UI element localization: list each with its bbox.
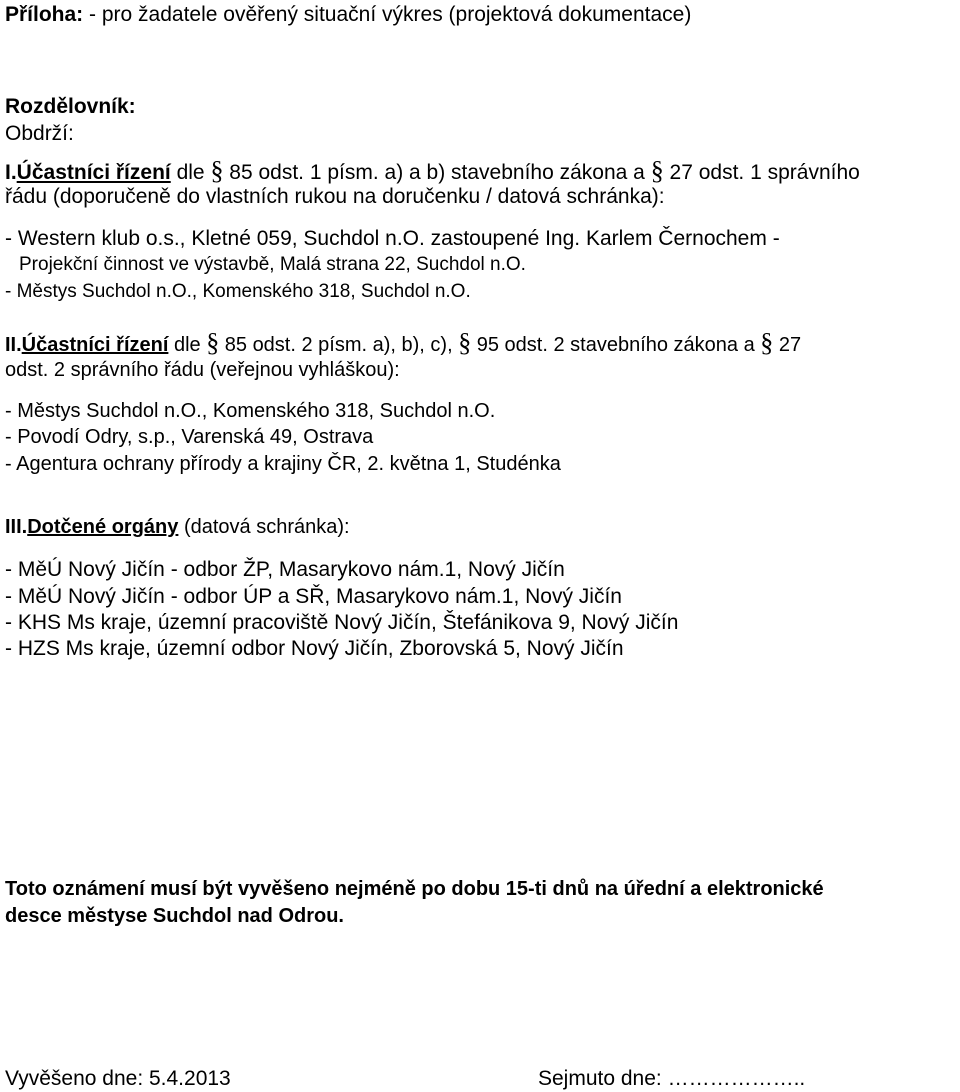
- attachment-label: Příloha:: [5, 3, 84, 26]
- section3-item-1: - MěÚ Nový Jičín - odbor ŽP, Masarykovo nám.1, Nový Jičín: [5, 558, 565, 581]
- section3-heading-line: [5, 514, 350, 540]
- section1-heading-line: [5, 158, 860, 186]
- distribution-title: Rozdělovník:: [5, 95, 136, 118]
- section3-heading: Dotčené orgány: [27, 516, 179, 538]
- section1-text-c: 27 odst. 1 správního: [663, 161, 860, 184]
- distribution-receives: Obdrží:: [5, 122, 74, 145]
- attachment-line: [5, 2, 691, 28]
- section2-numeral: II.: [5, 334, 22, 356]
- section3-item-4: - HZS Ms kraje, územní odbor Nový Jičín, Zborovská 5, Nový Jičín: [5, 637, 624, 660]
- posted-date: Vyvěšeno dne: 5.4.2013: [5, 1067, 231, 1090]
- section2-item-1: - Městys Suchdol n.O., Komenského 318, Suchdol n.O.: [5, 400, 496, 422]
- section1-line2: řádu (doporučeně do vlastních rukou na doručenku / datová schránka):: [5, 185, 665, 208]
- notice-line-1: Toto oznámení musí být vyvěšeno nejméně po dobu 15-ti dnů na úřední a elektronické: [5, 878, 824, 900]
- section3-numeral: III.: [5, 516, 28, 538]
- notice-line-2: desce městyse Suchdol nad Odrou.: [5, 905, 344, 927]
- section-sign-2b: §: [458, 328, 472, 357]
- section2-text-b: 85 odst. 2 písm. a), b), c),: [219, 334, 459, 356]
- removed-date: Sejmuto dne: ………………..: [538, 1067, 806, 1090]
- section2-heading-line: [5, 330, 801, 358]
- attachment-text: - pro žadatele ověřený situační výkres (projektová dokumentace): [83, 3, 692, 26]
- section-sign-1b: §: [650, 156, 664, 185]
- section2-text-a: dle: [168, 334, 207, 356]
- section1-text-b: 85 odst. 1 písm. a) a b) stavebního zákona a: [223, 161, 651, 184]
- section2-item-3: - Agentura ochrany přírody a krajiny ČR, 2. května 1, Studénka: [5, 453, 561, 475]
- section1-item-2: - Městys Suchdol n.O., Komenského 318, Suchdol n.O.: [5, 281, 471, 302]
- section2-heading: Účastníci řízení: [21, 334, 169, 356]
- section3-item-3: - KHS Ms kraje, územní pracoviště Nový Jičín, Štefánikova 9, Nový Jičín: [5, 611, 679, 634]
- section2-text-d: 27: [773, 334, 802, 356]
- section3-item-2: - MěÚ Nový Jičín - odbor ÚP a SŘ, Masarykovo nám.1, Nový Jičín: [5, 585, 622, 608]
- section1-item-1-cont: Projekční činnost ve výstavbě, Malá strana 22, Suchdol n.O.: [19, 254, 526, 275]
- section2-item-2: - Povodí Odry, s.p., Varenská 49, Ostrava: [5, 426, 374, 448]
- section2-line2: odst. 2 správního řádu (veřejnou vyhláškou):: [5, 359, 400, 381]
- section1-heading: Účastníci řízení: [16, 161, 171, 184]
- section-sign-2a: §: [206, 328, 220, 357]
- section1-item-1: - Western klub o.s., Kletné 059, Suchdol n.O. zastoupené Ing. Karlem Černochem -: [5, 227, 780, 250]
- section-sign-1a: §: [210, 156, 224, 185]
- section1-text-a: dle: [170, 161, 211, 184]
- section-sign-2c: §: [760, 328, 774, 357]
- section3-rest: (datová schránka):: [178, 516, 350, 538]
- section1-numeral: I.: [5, 161, 17, 184]
- section2-text-c: 95 odst. 2 stavebního zákona a: [471, 334, 761, 356]
